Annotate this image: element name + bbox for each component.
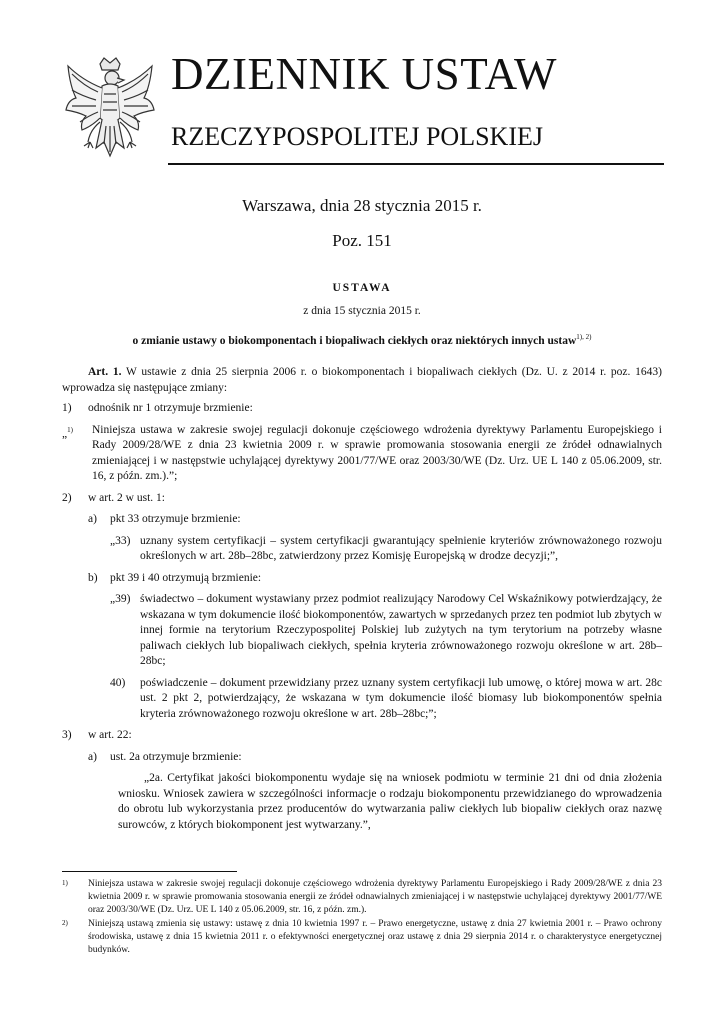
gazette-title: DZIENNIK USTAW <box>171 49 557 99</box>
publication-date: Warszawa, dnia 28 stycznia 2015 r. <box>242 196 482 215</box>
item-number: 3) <box>62 729 72 741</box>
item-text: odnośnik nr 1 otrzymuje brzmienie: <box>88 402 253 414</box>
polish-eagle-emblem-icon <box>62 56 158 168</box>
quoted-footnote <box>62 423 662 485</box>
quoted-point <box>110 534 662 565</box>
footnote-mark: 2) <box>62 919 68 927</box>
quote-open: „ <box>62 427 68 440</box>
act-body <box>62 365 662 839</box>
point-text: poświadczenie – dokument przewidziany przez uznany system certyfikacji lub umowę, o której mowa w art. 28c ust. 2 pkt 2, potwierdzający, że wskazana w tym dokumencie ilość biomasy lub biokomponentów spełnia kryteria zrównoważonego rozwoju określone w art. 28b–28bc;”; <box>140 676 662 720</box>
position-number: Poz. 151 <box>332 231 392 250</box>
quoted-point <box>110 592 662 670</box>
gazette-subtitle: RZECZYPOSPOLITEJ POLSKIEJ <box>171 122 543 151</box>
item-text: w art. 22: <box>88 729 132 741</box>
point-number: „33) <box>110 534 131 547</box>
footnote-text: Niniejszą ustawą zmienia się ustawy: ustawę z dnia 10 kwietnia 1997 r. – Prawo energetyczne, ustawę z dnia 27 kwietnia 2001 r. – Prawo ochrony środowiska, ustawę z dnia 15 kwietnia 2011 r. o efektywności energetycznej oraz ustawę z dnia 29 sierpnia 2014 r. o charakterystyce energetycznej budynków. <box>88 919 662 955</box>
quote-text: Niniejsza ustawa w zakresie swojej regulacji dokonuje częściowego wdrożenia dyrektywy Parlamentu Europejskiego i Rady 2009/28/WE z dnia 23 kwietnia 2009 r. w sprawie promowania stosowania energii ze źródeł odnawialnych zmieniającej i w następstwie uchylającej dyrektywy 2001/77/WE oraz 2003/30/WE (Dz. Urz. UE L 140 z 05.06.2009, str. 16, z późn. zm.).”; <box>92 423 662 482</box>
quote-lead <box>62 423 92 485</box>
footnote <box>62 878 662 917</box>
sub-item <box>88 512 662 528</box>
act-title <box>62 333 662 347</box>
sub-item-letter: b) <box>88 571 98 584</box>
quote-footnote-mark: 1) <box>67 425 73 434</box>
list-item <box>62 728 662 744</box>
footnote-text: Niniejsza ustawa w zakresie swojej regulacji dokonuje częściowego wdrożenia dyrektywy Parlamentu Europejskiego i Rady 2009/28/WE z dnia 23 kwietnia 2009 r. w sprawie promowania stosowania energii ze źródeł odnawialnych zmieniającej i w następstwie uchylającej dyrektywy 2001/77/WE oraz 2003/30/WE (Dz. Urz. UE L 140 z 05.06.2009, str. 16, z późn. zm.). <box>88 879 662 915</box>
item-number: 1) <box>62 402 72 414</box>
act-type: USTAWA <box>332 282 392 294</box>
act-title-text: o zmianie ustawy o biokomponentach i biopaliwach ciekłych oraz niektórych innych ustaw <box>132 334 577 347</box>
footnote <box>62 918 662 957</box>
sub-item <box>88 571 662 587</box>
list-item <box>62 491 662 507</box>
point-text: świadectwo – dokument wystawiany przez podmiot realizujący Narodowy Cel Wskaźnikowy potwierdzający, że wskazana w tym dokumencie ilość biokomponentów, zawartych w sprzedanych przez ten podmiot lub zbytych w innej formie na terytorium Rzeczypospolitej Polskiej lub zużytych na tym terytorium na potrzeby własne paliwach ciekłych lub biopaliwach ciekłych, spełnia kryteria zrównoważonego rozwoju określone w art. 28b–28bc; <box>140 593 662 667</box>
sub-item <box>88 750 662 766</box>
article-1-intro <box>62 365 662 396</box>
article-1-label: Art. 1. <box>88 366 122 378</box>
item-number: 2) <box>62 491 72 504</box>
act-date: z dnia 15 stycznia 2015 r. <box>303 305 421 317</box>
footnote-divider <box>62 871 237 872</box>
sub-item-text: pkt 33 otrzymuje brzmienie: <box>110 513 241 525</box>
point-number: 40) <box>110 676 126 689</box>
point-text: uznany system certyfikacji – system certyfikacji gwarantujący spełnienie kryteriów zrównoważonego rozwoju określonych w art. 28b–28bc, zatwierdzony przez Komisję Europejską w drodze decyzji;”, <box>140 534 662 562</box>
footnote-mark: 1) <box>62 879 68 887</box>
sub-item-text: pkt 39 i 40 otrzymują brzmienie: <box>110 571 262 584</box>
list-item <box>62 401 662 417</box>
sub-item-text: ust. 2a otrzymuje brzmienie: <box>110 750 242 763</box>
sub-item-letter: a) <box>88 513 97 525</box>
quoted-point <box>110 676 662 723</box>
act-title-footnote-ref: 1), 2) <box>576 333 592 341</box>
quoted-paragraph: „2a. Certyfikat jakości biokomponentu wydaje się na wniosek podmiotu w terminie 21 dni od dnia złożenia wniosku. Wniosek zawiera w szczególności informacje o rodzaju biokomponentu przewidzianego do wprowadzenia do obrotu lub wykorzystania przez producentów do wytwarzania paliw ciekłych lub biopaliw ciekłych oraz nazwę surowców, z których biokomponent jest wytwarzany.”, <box>118 772 662 831</box>
point-number: „39) <box>110 593 131 605</box>
header-divider <box>168 163 664 165</box>
item-text: w art. 2 w ust. 1: <box>88 491 165 504</box>
article-1-intro-text: W ustawie z dnia 25 sierpnia 2006 r. o biokomponentach i biopaliwach ciekłych (Dz. U. z 2014 r. poz. 1643) wprowadza się następujące zmiany: <box>62 366 662 394</box>
footnotes <box>62 878 662 958</box>
sub-item-letter: a) <box>88 750 97 763</box>
